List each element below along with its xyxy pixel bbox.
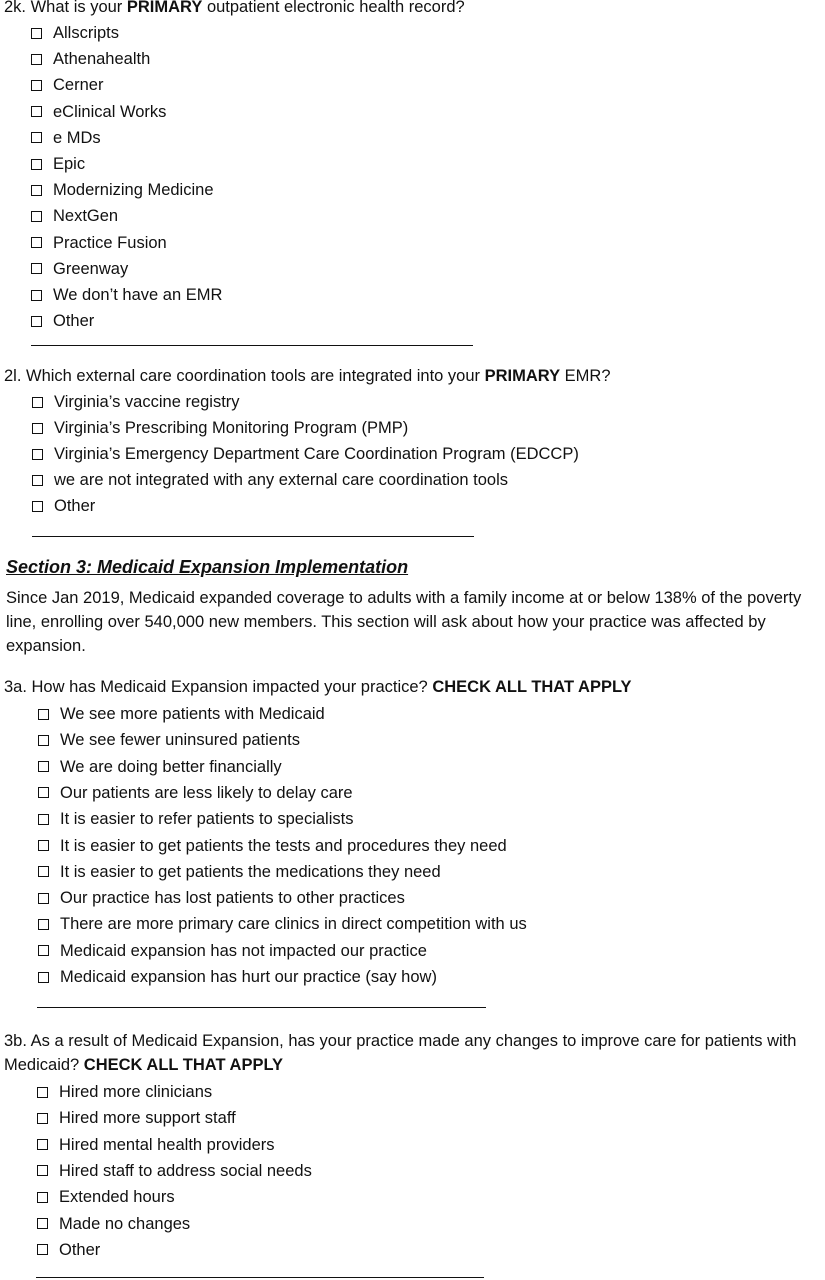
checkbox-icon[interactable] xyxy=(31,316,42,327)
question-3a-bold: CHECK ALL THAT APPLY xyxy=(432,678,632,696)
checkbox-option[interactable] xyxy=(37,1239,100,1261)
question-2k-suffix: outpatient electronic health record? xyxy=(202,0,465,16)
checkbox-option[interactable] xyxy=(31,258,128,280)
other-answer-line-2k[interactable] xyxy=(31,345,473,346)
checkbox-icon[interactable] xyxy=(38,787,49,798)
checkbox-label: we are not integrated with any external care coordination tools xyxy=(54,471,509,489)
checkbox-option[interactable] xyxy=(32,417,408,439)
checkbox-option[interactable] xyxy=(32,443,579,465)
checkbox-option[interactable] xyxy=(32,469,508,491)
checkbox-option[interactable] xyxy=(31,310,94,332)
checkbox-label: Hired staff to address social needs xyxy=(59,1161,312,1180)
checkbox-label: We see more patients with Medicaid xyxy=(60,705,325,723)
checkbox-option[interactable] xyxy=(38,703,325,725)
checkbox-option[interactable] xyxy=(38,913,527,935)
checkbox-label: NextGen xyxy=(53,207,119,226)
checkbox-option[interactable] xyxy=(38,835,507,857)
checkbox-option[interactable] xyxy=(31,101,166,123)
checkbox-label: Epic xyxy=(53,155,86,173)
checkbox-label: Our practice has lost patients to other practices xyxy=(60,889,405,908)
checkbox-icon[interactable] xyxy=(37,1139,48,1150)
checkbox-option[interactable] xyxy=(31,48,150,70)
checkbox-option[interactable] xyxy=(38,756,282,778)
checkbox-icon[interactable] xyxy=(37,1165,48,1176)
checkbox-icon[interactable] xyxy=(32,501,43,512)
checkbox-icon[interactable] xyxy=(37,1244,48,1255)
checkbox-label: Our patients are less likely to delay care xyxy=(60,783,353,802)
checkbox-label: Hired mental health providers xyxy=(59,1135,275,1154)
checkbox-icon[interactable] xyxy=(37,1218,48,1229)
checkbox-icon[interactable] xyxy=(38,972,49,983)
checkbox-icon[interactable] xyxy=(31,185,42,196)
checkbox-label: Other xyxy=(53,312,95,331)
question-2k-prefix: 2k. What is your xyxy=(4,0,127,16)
question-3a-prefix: 3a. How has Medicaid Expansion impacted your practice? xyxy=(4,678,433,696)
checkbox-icon[interactable] xyxy=(32,423,43,434)
checkbox-option[interactable] xyxy=(38,861,441,883)
checkbox-icon[interactable] xyxy=(37,1192,48,1203)
checkbox-label: Virginia’s Emergency Department Care Coordination Program (EDCCP) xyxy=(54,445,579,463)
checkbox-option[interactable] xyxy=(38,887,405,909)
other-answer-line-2l[interactable] xyxy=(32,536,474,537)
checkbox-label: Virginia’s vaccine registry xyxy=(54,393,240,411)
checkbox-label: Other xyxy=(54,497,96,515)
checkbox-label: Extended hours xyxy=(59,1188,175,1207)
checkbox-label: Hired more clinicians xyxy=(59,1083,213,1101)
answer-line-3a[interactable] xyxy=(37,1007,486,1008)
checkbox-icon[interactable] xyxy=(38,866,49,877)
checkbox-icon[interactable] xyxy=(31,159,42,170)
checkbox-icon[interactable] xyxy=(38,761,49,772)
checkbox-label: Made no changes xyxy=(59,1214,191,1233)
checkbox-icon[interactable] xyxy=(37,1087,48,1098)
checkbox-label: We see fewer uninsured patients xyxy=(60,731,300,750)
checkbox-icon[interactable] xyxy=(32,475,43,486)
checkbox-icon[interactable] xyxy=(31,211,42,222)
checkbox-option[interactable] xyxy=(31,284,222,306)
checkbox-option[interactable] xyxy=(31,22,119,44)
checkbox-icon[interactable] xyxy=(31,54,42,65)
checkbox-option[interactable] xyxy=(38,729,300,751)
question-3b-bold: CHECK ALL THAT APPLY xyxy=(83,1055,284,1074)
checkbox-icon[interactable] xyxy=(38,735,49,746)
other-answer-line-3b[interactable] xyxy=(36,1277,484,1278)
checkbox-label: Allscripts xyxy=(53,24,120,42)
checkbox-icon[interactable] xyxy=(38,840,49,851)
checkbox-option[interactable] xyxy=(31,74,103,96)
question-2l-bold: PRIMARY xyxy=(484,367,561,385)
checkbox-icon[interactable] xyxy=(38,893,49,904)
checkbox-option[interactable] xyxy=(37,1134,275,1156)
checkbox-option[interactable] xyxy=(38,782,353,804)
checkbox-option[interactable] xyxy=(31,179,214,201)
checkbox-label: Practice Fusion xyxy=(53,233,167,252)
checkbox-label: Athenahealth xyxy=(53,50,151,69)
checkbox-label: We don’t have an EMR xyxy=(53,286,223,304)
checkbox-label: It is easier to get patients the medications they need xyxy=(60,862,441,881)
question-2k xyxy=(4,0,822,19)
checkbox-icon[interactable] xyxy=(31,132,42,143)
checkbox-icon[interactable] xyxy=(38,919,49,930)
checkbox-icon[interactable] xyxy=(38,814,49,825)
checkbox-icon[interactable] xyxy=(38,945,49,956)
checkbox-label: There are more primary care clinics in direct competition with us xyxy=(60,915,527,934)
checkbox-icon[interactable] xyxy=(31,263,42,274)
checkbox-option[interactable] xyxy=(31,153,85,175)
checkbox-icon[interactable] xyxy=(37,1113,48,1124)
checkbox-label: eClinical Works xyxy=(53,102,167,121)
checkbox-option[interactable] xyxy=(38,808,353,830)
checkbox-icon[interactable] xyxy=(32,397,43,408)
checkbox-icon[interactable] xyxy=(31,290,42,301)
checkbox-option[interactable] xyxy=(31,232,167,254)
checkbox-label: It is easier to refer patients to specialists xyxy=(60,810,354,829)
checkbox-option[interactable] xyxy=(37,1107,236,1129)
checkbox-label: e MDs xyxy=(53,128,101,147)
question-2k-bold: PRIMARY xyxy=(126,0,203,16)
checkbox-icon[interactable] xyxy=(31,237,42,248)
checkbox-label: Greenway xyxy=(53,259,129,278)
checkbox-option[interactable] xyxy=(38,966,437,988)
checkbox-icon[interactable] xyxy=(32,449,43,460)
checkbox-icon[interactable] xyxy=(38,709,49,720)
checkbox-option[interactable] xyxy=(38,940,427,962)
checkbox-icon[interactable] xyxy=(31,28,42,39)
checkbox-option[interactable] xyxy=(32,495,95,517)
question-2l-suffix: EMR? xyxy=(560,367,611,385)
checkbox-icon[interactable] xyxy=(31,106,42,117)
checkbox-option[interactable] xyxy=(32,391,240,413)
checkbox-option[interactable] xyxy=(37,1213,190,1235)
checkbox-label: Modernizing Medicine xyxy=(53,181,214,200)
checkbox-option[interactable] xyxy=(37,1081,212,1103)
question-3b xyxy=(4,1030,822,1077)
checkbox-option[interactable] xyxy=(31,205,118,227)
checkbox-option[interactable] xyxy=(37,1160,312,1182)
checkbox-icon[interactable] xyxy=(31,80,42,91)
question-2l-prefix: 2l. Which external care coordination tools are integrated into your xyxy=(4,367,485,385)
checkbox-label: It is easier to get patients the tests and procedures they need xyxy=(60,836,507,855)
question-3b-prefix: 3b. As a result of Medicaid Expansion, has your practice made any changes to improve care for patients with Medicaid? xyxy=(4,1032,797,1074)
question-3a xyxy=(4,676,822,699)
checkbox-label: We are doing better financially xyxy=(60,757,282,776)
checkbox-label: Hired more support staff xyxy=(59,1109,236,1128)
checkbox-label: Virginia’s Prescribing Monitoring Program (PMP) xyxy=(54,419,409,437)
checkbox-option[interactable] xyxy=(31,127,101,149)
section-3-title: Section 3: Medicaid Expansion Implementation xyxy=(6,557,409,577)
checkbox-label: Medicaid expansion has not impacted our practice xyxy=(60,941,427,960)
checkbox-label: Cerner xyxy=(53,76,104,95)
section-3-intro: Since Jan 2019, Medicaid expanded coverage to adults with a family income at or below 138% of the poverty line, enrolling over 540,000 new members. This section will ask about how your practice was affected by expansion. xyxy=(6,589,802,655)
checkbox-label: Medicaid expansion has hurt our practice (say how) xyxy=(60,968,437,986)
question-2l xyxy=(4,365,822,388)
checkbox-label: Other xyxy=(59,1240,101,1259)
checkbox-option[interactable] xyxy=(37,1186,175,1208)
